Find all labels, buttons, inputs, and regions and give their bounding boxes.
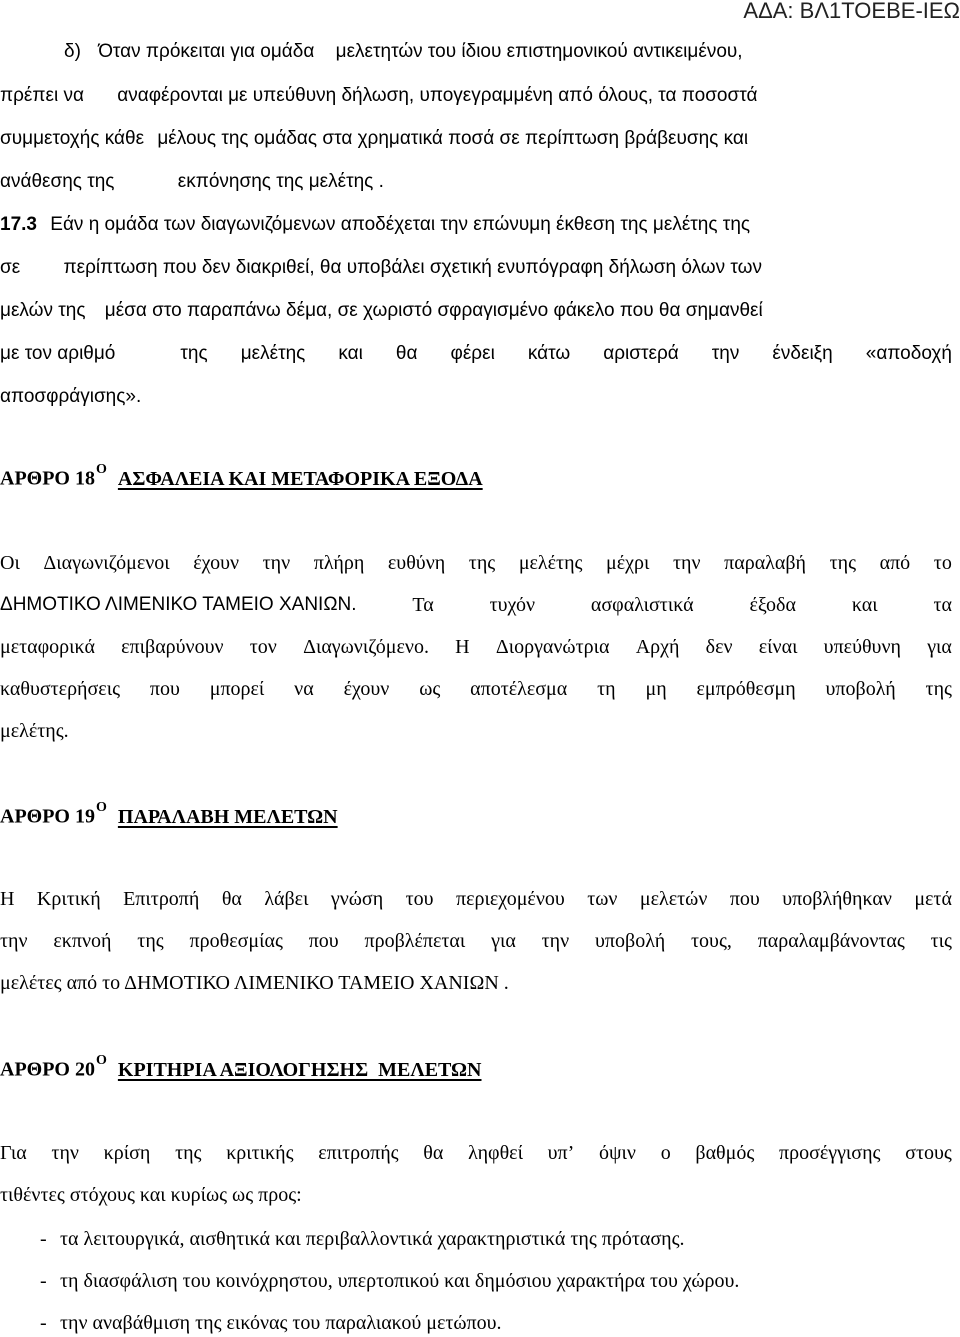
ada-header: ΑΔΑ: ΒΛ1ΤΟΕΒΕ-ΙΕΩ — [743, 0, 960, 23]
article-18-line-4: καθυστερήσεις που μπορεί να έχουν ως αποτέλεσμα τη μη εμπρόθεσμη υποβολή της — [0, 678, 952, 700]
article-20-title: ΚΡΙΤΗΡΙΑ ΑΞΙΟΛΟΓΗΣΗΣ ΜΕΛΕΤΩΝ — [117, 1058, 482, 1081]
article-19-line-2: την εκπνοή της προθεσμίας που προβλέπεται για την υποβολή τους, παραλαμβάνοντας τις — [0, 930, 952, 952]
section-d-line-1: δ) Όταν πρόκειται για ομάδα μελετητών του ίδιου επιστημονικού αντικειμένου, — [64, 41, 743, 62]
section-d-line-2: πρέπει να αναφέρονται με υπεύθυνη δήλωση, υπογεγραμμένη από όλους, τα ποσοστά — [0, 85, 758, 106]
bullet-item: - την αναβάθμιση της εικόνας του παραλιακού μετώπου. — [40, 1312, 502, 1334]
section-d-line-4: ανάθεσης της εκπόνησης της μελέτης . — [0, 171, 384, 192]
article-19-line-1: Η Κριτική Επιτροπή θα λάβει γνώση του περιεχομένου των μελετών που υποβλήθηκαν μετά — [0, 888, 952, 910]
section-number: 17.3 — [0, 214, 37, 235]
article-20-line-2: τιθέντες στόχους και κυρίως ως προς: — [0, 1184, 302, 1206]
article-18-line-1: Οι Διαγωνιζόμενοι έχουν την πλήρη ευθύνη της μελέτης μέχρι την παραλαβή της από το — [0, 552, 952, 574]
article-20-heading: ΑΡΘΡΟ $20^O$ ΚΡΙΤΗΡΙΑ ΑΞΙΟΛΟΓΗΣΗΣ ΜΕΛΕΤΩΝ — [0, 1053, 482, 1081]
bullet-item: - τη διασφάλιση του κοινόχρηστου, υπερτοπικού και δημόσιου χαρακτήρα του χώρου. — [40, 1270, 740, 1292]
article-18-line-5: μελέτης. — [0, 720, 69, 742]
article-18-title: ΑΣΦΑΛΕΙΑ ΚΑΙ ΜΕΤΑΦΟΡΙΚΑ ΕΞΟΔΑ — [117, 467, 483, 490]
section-17-3-line-1: 17.3 Εάν η ομάδα των διαγωνιζόμενων αποδέχεται την επώνυμη έκθεση της μελέτης της — [0, 214, 751, 235]
bullet-dash: - — [40, 1312, 47, 1334]
article-19-line-3: μελέτες από το ΔΗΜΟΤΙΚΟ ΛΙΜΕΝΙΚΟ ΤΑΜΕΙΟ ΧΑΝΙΩΝ . — [0, 972, 509, 994]
bullet-dash: - — [40, 1228, 47, 1250]
section-17-3-line-3: μελών της μέσα στο παραπάνω δέμα, σε χωριστό σφραγισμένο φάκελο που θα σημανθεί — [0, 300, 763, 321]
article-19-title: ΠΑΡΑΛΑΒΗ ΜΕΛΕΤΩΝ — [117, 805, 338, 828]
section-17-3-line-2: σε περίπτωση που δεν διακριθεί, θα υποβάλει σχετική ενυπόγραφη δήλωση όλων των — [0, 257, 762, 278]
section-17-3-line-5: αποσφράγισης». — [0, 386, 142, 407]
article-18-line-2: ΔΗΜΟΤΙΚΟ ΛΙΜΕΝΙΚΟ ΤΑΜΕΙΟ ΧΑΝΙΩΝ. Τα τυχόν ασφαλιστικά έξοδα και τα — [0, 594, 952, 616]
bullet-dash: - — [40, 1270, 47, 1292]
section-17-3-line-4: με τον αριθμό της μελέτης και θα φέρει κάτω αριστερά την ένδειξη «αποδοχή — [0, 343, 952, 364]
bullet-item: - τα λειτουργικά, αισθητικά και περιβαλλοντικά χαρακτηριστικά της πρότασης. — [40, 1228, 685, 1250]
article-20-line-1: Για την κρίση της κριτικής επιτροπής θα ληφθεί υπ’ όψιν ο βαθμός προσέγγισης στους — [0, 1142, 952, 1164]
section-d-line-3: συμμετοχής κάθε μέλους της ομάδας στα χρηματικά ποσά σε περίπτωση βράβευσης και — [0, 128, 749, 149]
article-19-heading: ΑΡΘΡΟ $19^O$ ΠΑΡΑΛΑΒΗ ΜΕΛΕΤΩΝ — [0, 800, 338, 828]
article-18-heading: ΑΡΘΡΟ $18^O$ ΑΣΦΑΛΕΙΑ ΚΑΙ ΜΕΤΑΦΟΡΙΚΑ ΕΞΟΔΑ — [0, 462, 483, 490]
article-18-line-3: μεταφορικά επιβαρύνουν τον Διαγωνιζόμενο. Η Διοργανώτρια Αρχή δεν είναι υπεύθυνη για — [0, 636, 952, 658]
